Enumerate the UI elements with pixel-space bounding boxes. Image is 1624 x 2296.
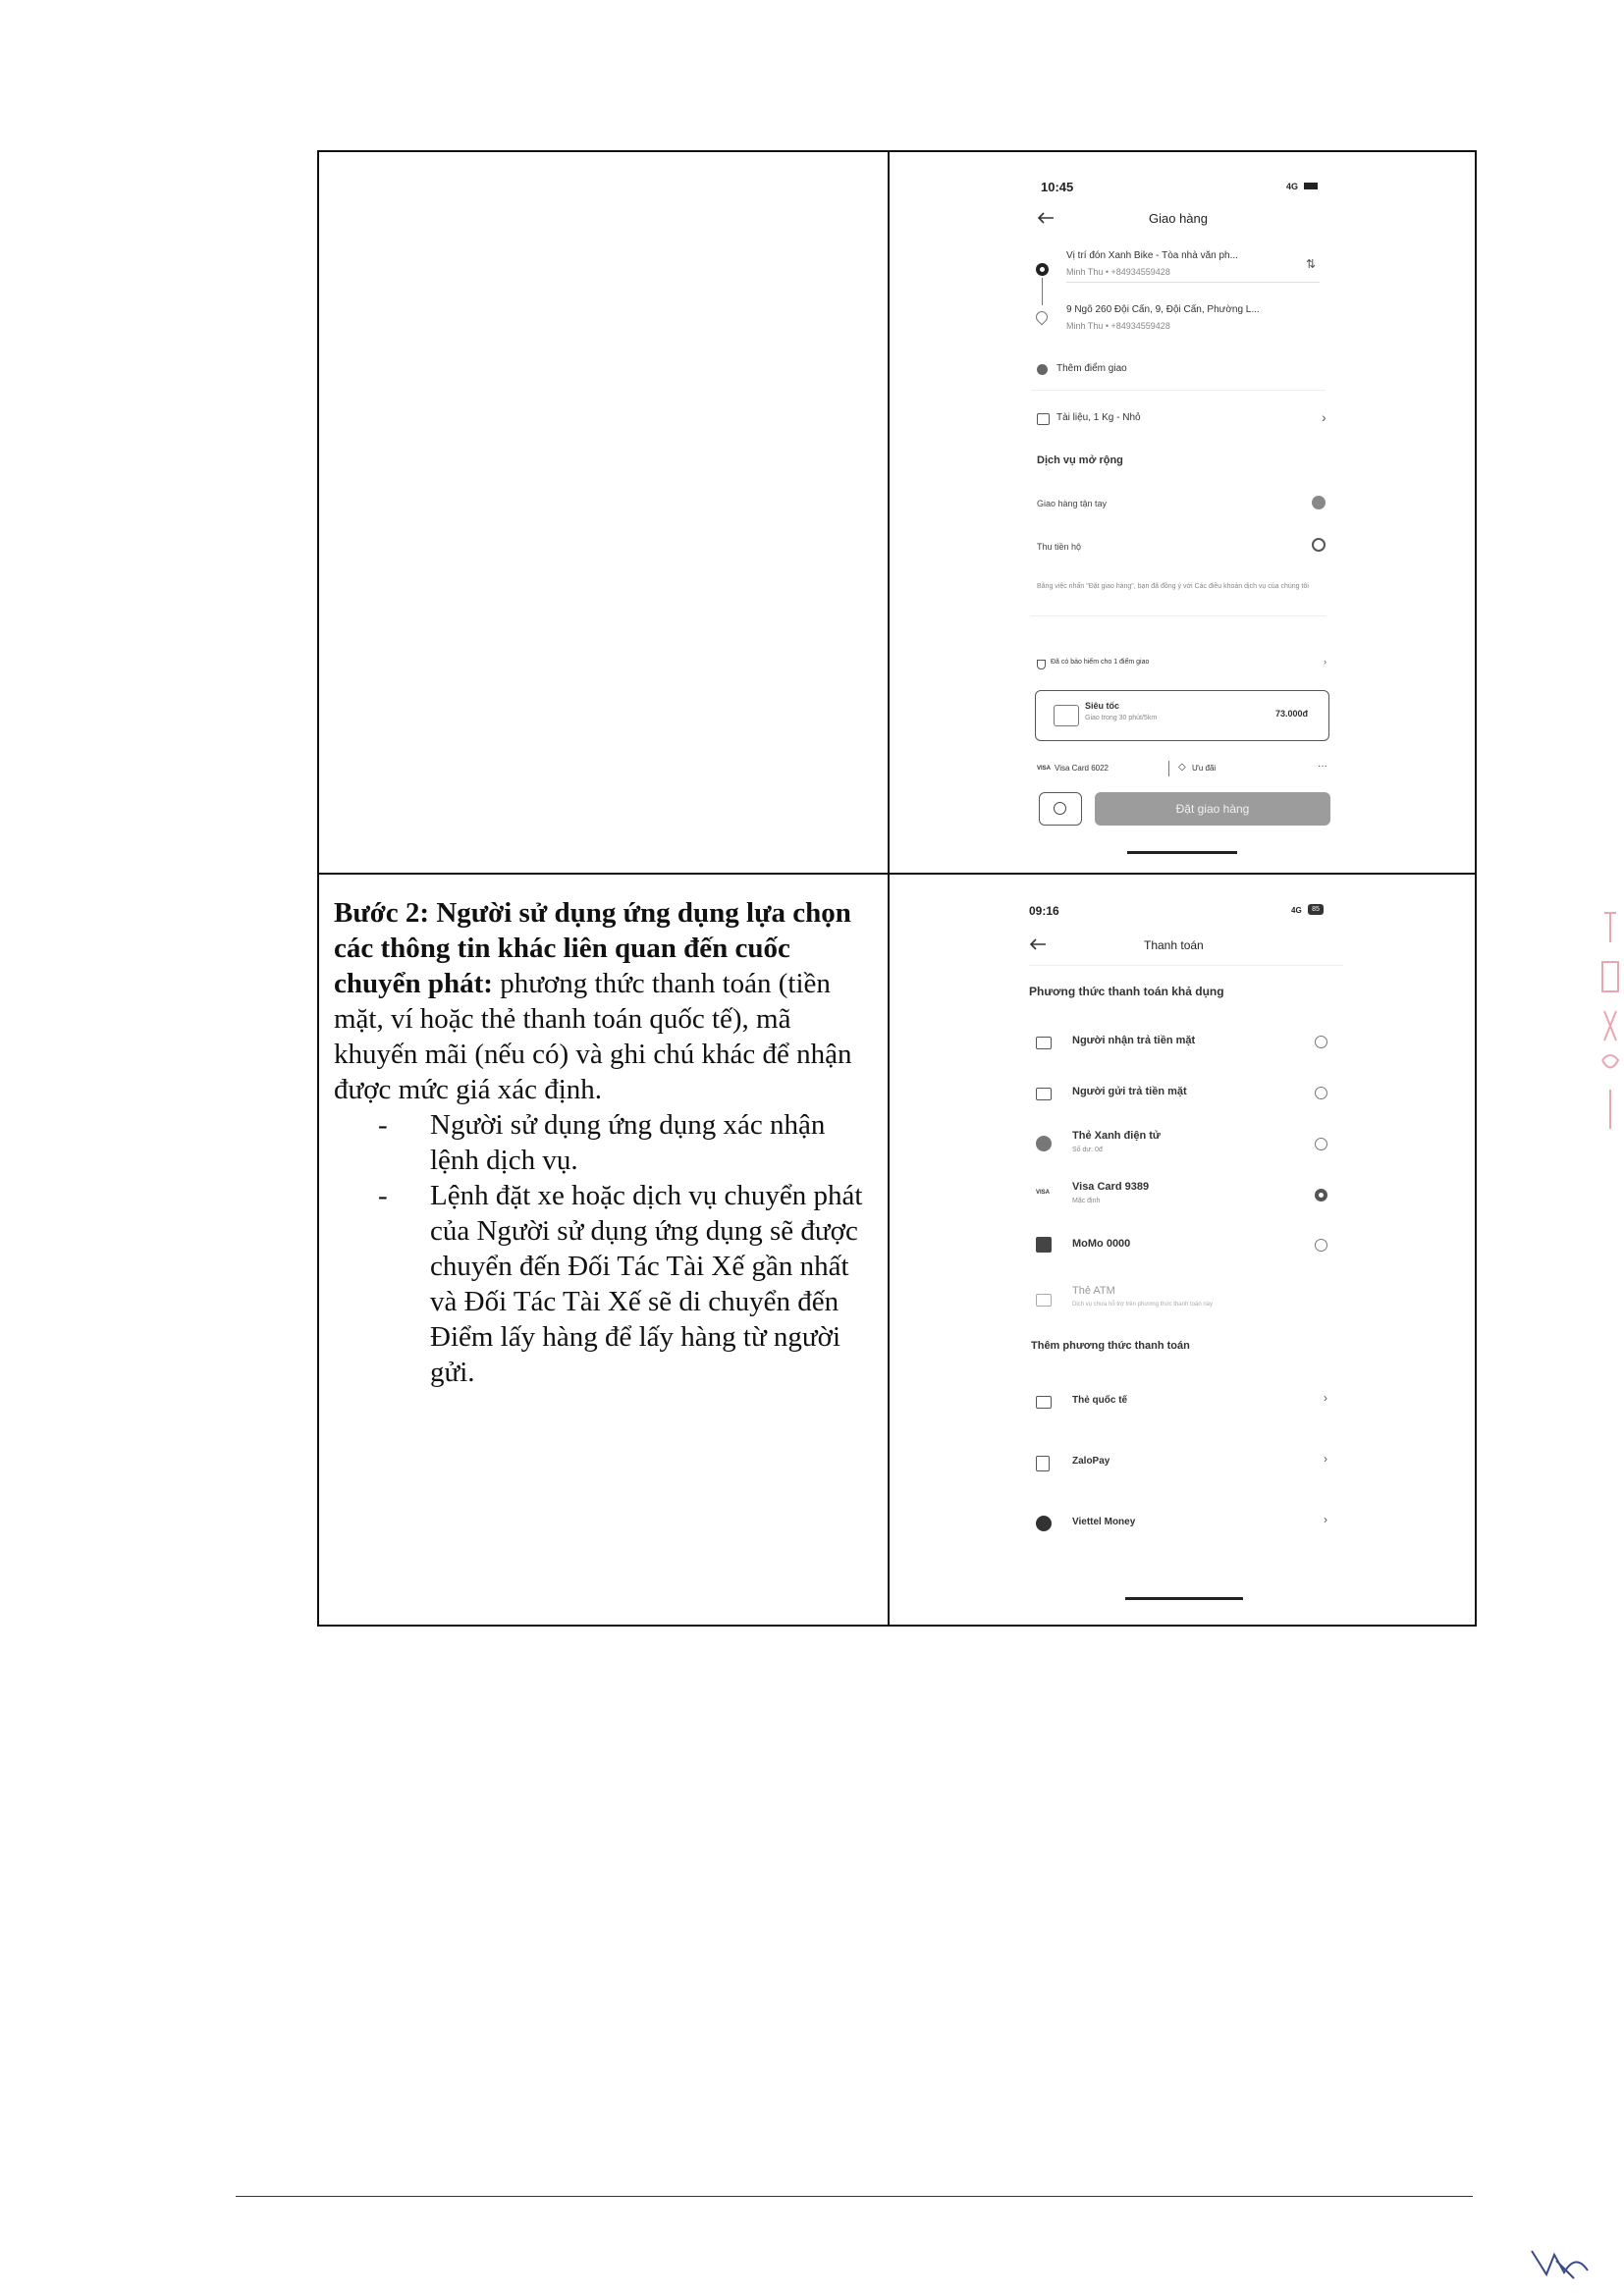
step-heading: Bước 2: Người sử dụng ứng dụng lựa chọn các thông tin khác liên quan đến cuốc chuyển phát: xyxy=(334,897,851,999)
stamp-mark xyxy=(1597,903,1624,1158)
shield-icon xyxy=(1037,660,1046,669)
payment-option-label: MoMo 0000 xyxy=(1072,1238,1131,1250)
route-line xyxy=(1042,278,1043,305)
payment-option-label: Người nhận trả tiền mặt xyxy=(1072,1035,1196,1046)
payment-radio[interactable] xyxy=(1315,1138,1327,1150)
payment-method-label: Visa Card 6022 xyxy=(1055,764,1109,773)
clock-icon xyxy=(1054,802,1066,815)
signature-mark xyxy=(1527,2243,1596,2282)
chevron-right-icon: › xyxy=(1324,1452,1327,1466)
add-stop-icon xyxy=(1037,364,1048,375)
package-icon xyxy=(1037,413,1050,425)
battery-icon: 85 xyxy=(1308,904,1324,915)
page-title: Thanh toán xyxy=(1144,938,1204,952)
available-methods-title: Phương thức thanh toán khả dụng xyxy=(1029,985,1224,998)
service-label: Thu tiền hộ xyxy=(1037,542,1082,552)
section-divider xyxy=(1031,615,1326,616)
promo-label: Ưu đãi xyxy=(1192,764,1217,773)
payment-option-label: Thẻ ATM xyxy=(1072,1285,1115,1297)
payment-option-sub: Mặc định xyxy=(1072,1198,1101,1204)
add-methods-title: Thêm phương thức thanh toán xyxy=(1031,1340,1190,1352)
momo-icon xyxy=(1036,1237,1052,1253)
viettel-money-icon xyxy=(1036,1516,1052,1531)
pickup-contact: Minh Thu • +84934559428 xyxy=(1066,267,1170,277)
service-name: Siêu tốc xyxy=(1085,701,1120,711)
schedule-clock-button[interactable] xyxy=(1039,792,1082,826)
bullet-item xyxy=(334,1107,879,1178)
step-paragraph xyxy=(334,895,879,1107)
book-delivery-button[interactable] xyxy=(1095,792,1330,826)
credit-card-icon xyxy=(1036,1396,1052,1409)
service-eta: Giao trong 30 phút/5km xyxy=(1085,715,1158,721)
bullet-dash: - xyxy=(378,1109,388,1141)
chevron-right-icon: › xyxy=(1324,1513,1327,1526)
bullet-text: Lệnh đặt xe hoặc dịch vụ chuyển phát của Người sử dụng ứng dụng sẽ được chuyển đến Đối Tác Tài Xế gần nhất và Đối Tác Tài Xế sẽ di chuyển đến Điểm lấy hàng để lấy hàng từ người gửi. xyxy=(430,1180,863,1388)
status-signal: 4G xyxy=(1291,906,1302,915)
visa-icon: VISA xyxy=(1037,766,1052,772)
section-divider xyxy=(1031,390,1326,391)
bullet-text: Người sử dụng ứng dụng xác nhận lệnh dịch vụ. xyxy=(430,1109,826,1176)
back-arrow-icon[interactable] xyxy=(1029,937,1047,951)
add-service-icon[interactable] xyxy=(1312,538,1326,552)
bullet-item xyxy=(334,1178,879,1390)
add-method-label: ZaloPay xyxy=(1072,1456,1110,1467)
payment-radio[interactable] xyxy=(1315,1239,1327,1252)
service-label: Giao hàng tận tay xyxy=(1037,499,1108,508)
xanh-wallet-icon xyxy=(1036,1136,1052,1151)
footer-rule xyxy=(236,2196,1473,2197)
payment-option-sub: Dịch vụ chưa hỗ trợ trên phương thức thanh toán này xyxy=(1072,1302,1213,1308)
payment-option-label: Visa Card 9389 xyxy=(1072,1181,1150,1193)
pickup-dot-icon xyxy=(1036,263,1049,276)
payment-radio[interactable] xyxy=(1315,1036,1327,1048)
service-price: 73.000đ xyxy=(1275,709,1309,719)
service-option-card[interactable] xyxy=(1035,690,1329,741)
dropoff-pin-icon xyxy=(1034,309,1051,326)
package-label: Tài liệu, 1 Kg - Nhỏ xyxy=(1056,412,1141,423)
payment-radio-selected[interactable] xyxy=(1315,1189,1327,1201)
payment-radio[interactable] xyxy=(1315,1087,1327,1099)
screenshot-thanh-toan xyxy=(1021,888,1345,1615)
payment-option-label: Thẻ Xanh điện tử xyxy=(1072,1130,1161,1142)
table-column-divider xyxy=(888,150,890,1627)
add-stop-label: Thêm điểm giao xyxy=(1056,363,1127,374)
terms-text: Bằng việc nhấn "Đặt giao hàng", bạn đã đồng ý với Các điều khoản dịch vụ của chúng tôi xyxy=(1037,583,1309,590)
status-time: 10:45 xyxy=(1041,180,1074,194)
screenshot-giao-hang xyxy=(1021,172,1345,864)
home-indicator xyxy=(1125,1597,1243,1600)
header-divider xyxy=(1029,965,1343,966)
more-options-button[interactable]: ··· xyxy=(1318,761,1327,772)
insurance-label: Đã có bảo hiểm cho 1 điểm giao xyxy=(1051,659,1150,666)
swap-icon[interactable]: ⇅ xyxy=(1306,257,1317,271)
payment-option-sub: Số dư: 0đ xyxy=(1072,1147,1103,1153)
step-bullets xyxy=(334,1107,879,1390)
package-chevron-icon: › xyxy=(1322,409,1326,425)
extended-services-title: Dịch vụ mở rộng xyxy=(1037,454,1123,466)
battery-icon xyxy=(1304,183,1318,189)
cash-icon xyxy=(1036,1037,1052,1049)
promo-tag-icon: ◇ xyxy=(1178,762,1186,773)
book-delivery-label: Đặt giao hàng xyxy=(1175,802,1250,816)
dropoff-address: 9 Ngõ 260 Đội Cấn, 9, Đội Cấn, Phường L... xyxy=(1066,304,1260,315)
visa-icon: VISA xyxy=(1036,1190,1051,1196)
step-body: phương thức thanh toán (tiền mặt, ví hoặc thẻ thanh toán quốc tế), mã khuyến mãi (nếu có) và ghi chú khác để nhận được mức giá xác định. xyxy=(334,968,852,1105)
atm-card-icon xyxy=(1036,1294,1052,1307)
status-time: 09:16 xyxy=(1029,904,1059,918)
status-signal: 4G xyxy=(1286,182,1299,191)
dropoff-contact: Minh Thu • +84934559428 xyxy=(1066,321,1170,331)
route-divider xyxy=(1066,282,1320,283)
chevron-right-icon: › xyxy=(1324,1391,1327,1405)
cash-icon xyxy=(1036,1088,1052,1100)
home-indicator xyxy=(1127,851,1237,854)
add-service-icon[interactable] xyxy=(1312,496,1326,509)
footer-divider xyxy=(1168,761,1169,776)
add-method-label: Viettel Money xyxy=(1072,1517,1136,1527)
delivery-box-icon xyxy=(1054,705,1079,726)
bullet-dash: - xyxy=(378,1180,388,1211)
insurance-chevron-icon: › xyxy=(1324,657,1326,667)
back-arrow-icon[interactable] xyxy=(1037,211,1055,225)
payment-option-label: Người gửi trả tiền mặt xyxy=(1072,1086,1187,1097)
add-method-label: Thẻ quốc tế xyxy=(1072,1395,1128,1406)
page-title: Giao hàng xyxy=(1149,211,1208,226)
table-row-divider xyxy=(317,873,1477,875)
step-description xyxy=(334,895,879,1390)
zalopay-icon xyxy=(1036,1456,1050,1471)
pickup-address: Vị trí đón Xanh Bike - Tòa nhà văn ph... xyxy=(1066,250,1238,261)
